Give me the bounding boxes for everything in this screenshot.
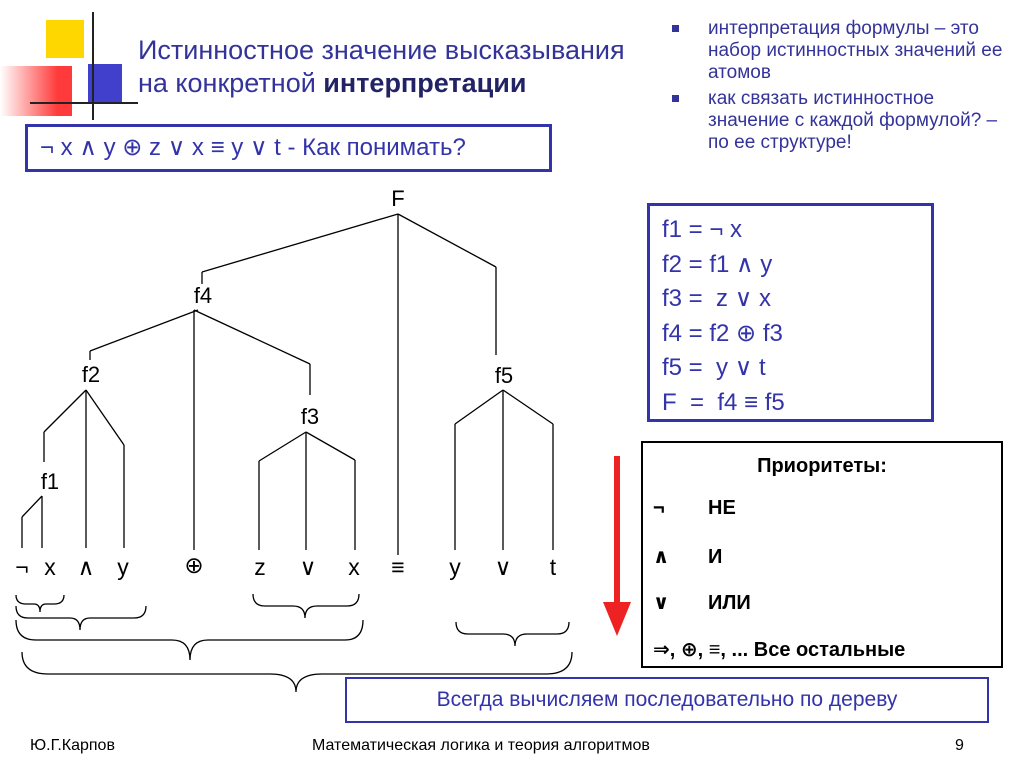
- title-line-1: Истинностное значение высказывания: [138, 35, 625, 65]
- bullet-square-icon: [672, 95, 679, 102]
- footer-page-number: 9: [955, 737, 964, 754]
- priority-label: НЕ: [708, 497, 736, 519]
- priority-symbol: ¬: [653, 497, 665, 519]
- formula-leaves: [15, 552, 557, 580]
- priorities-title: Приоритеты:: [757, 455, 887, 477]
- priority-symbol: ⇒, ⊕, ≡, ...: [653, 639, 749, 661]
- question-box: ¬ x ∧ y ⊕ z ∨ x ≡ y ∨ t - Как понимать?: [25, 124, 552, 172]
- note-box: Всегда вычисляем последовательно по дереву: [345, 677, 989, 723]
- node-f4: f4: [193, 283, 213, 308]
- brace-f5: [456, 622, 569, 646]
- brace-not-x: [16, 595, 64, 612]
- bullet-text: интерпретация формулы – это набор истинностных значений ее атомов: [708, 18, 1003, 83]
- tree-edges: [22, 214, 553, 555]
- leaf-symbol: ∧: [77, 554, 95, 580]
- priority-row: [653, 497, 736, 520]
- title-line-2-plain: на конкретной: [138, 68, 324, 98]
- definition-line: f3 = z ∨ x: [662, 285, 771, 312]
- tree-node-labels: [41, 186, 513, 494]
- leaf-symbol: ¬: [15, 554, 29, 580]
- leaf-symbol: z: [254, 554, 266, 580]
- node-f1: f1: [40, 469, 60, 494]
- leaf-symbol: y: [117, 554, 129, 580]
- leaf-symbol: ∨: [299, 554, 317, 580]
- definition-line: f2 = f1 ∧ y: [662, 250, 773, 278]
- node-f2: f2: [81, 362, 101, 387]
- priority-symbol: ∧: [653, 546, 670, 568]
- down-arrow-icon: [600, 452, 636, 642]
- leaf-symbol: x: [44, 554, 56, 580]
- bullet-list: [668, 18, 1018, 158]
- brace-f3: [253, 594, 359, 618]
- priority-row: [653, 590, 751, 615]
- node-f5: f5: [494, 363, 514, 388]
- bullet-square-icon: [672, 25, 679, 32]
- leaf-symbol: ⊕: [184, 552, 204, 578]
- leaf-symbol: x: [348, 554, 360, 580]
- definition-line: f1 = ¬ x: [662, 216, 743, 243]
- definition-line: F = f4 ≡ f5: [662, 388, 785, 416]
- priority-label: ИЛИ: [708, 592, 751, 614]
- priority-label: Все остальные: [753, 639, 906, 661]
- bullet-text: как связать истинностное значение с каждой формулой? – по ее структуре!: [708, 88, 998, 153]
- priority-symbol: ∨: [653, 592, 670, 614]
- footer-course: Математическая логика и теория алгоритмов: [312, 737, 650, 754]
- priorities-box: [641, 441, 1003, 668]
- bullet-item: [668, 18, 1018, 84]
- title-line-2-bold: интерпретации: [323, 68, 527, 98]
- priority-label: И: [708, 546, 723, 568]
- node-F: F: [391, 186, 405, 211]
- node-f3: f3: [300, 404, 320, 429]
- footer-author: Ю.Г.Карпов: [30, 737, 115, 754]
- leaf-symbol: t: [549, 554, 557, 580]
- leaf-symbol: ∨: [494, 554, 512, 580]
- bullet-item: [668, 88, 1018, 154]
- priority-row: [653, 637, 905, 662]
- definitions-box: [647, 203, 934, 422]
- definition-line: f5 = y ∨ t: [662, 354, 766, 381]
- definition-line: f4 = f2 ⊕ f3: [662, 319, 783, 347]
- brace-f4: [16, 620, 363, 660]
- brace-f2: [16, 606, 146, 630]
- leaf-symbol: y: [449, 554, 461, 580]
- leaf-symbol: ≡: [391, 554, 405, 580]
- priority-row: [653, 544, 722, 569]
